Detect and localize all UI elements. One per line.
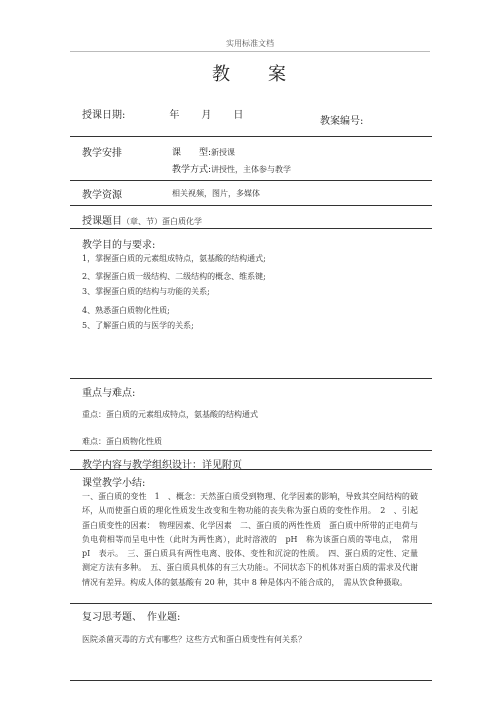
date-year: 年 bbox=[169, 110, 180, 121]
date-day: 日 bbox=[233, 110, 244, 121]
topic-row bbox=[82, 212, 202, 227]
divider-topic bbox=[70, 205, 432, 206]
divider-resources bbox=[70, 180, 432, 181]
divider-bottom bbox=[70, 680, 432, 681]
teaching-method-value: 讲授性，主体参与教学 bbox=[211, 165, 292, 174]
divider-arrangement bbox=[70, 136, 432, 137]
divider-objectives bbox=[70, 228, 432, 229]
page-title bbox=[0, 60, 500, 86]
difficult-point-text: 难点：蛋白质物化性质 bbox=[82, 437, 162, 446]
review-heading: 复习思考题、 作业题: bbox=[82, 612, 181, 623]
objective-item-3: 3、掌握蛋白质的结构与功能的关系; bbox=[82, 287, 210, 296]
teaching-method-label: 教学方式: bbox=[172, 165, 212, 175]
title-char-2: 案 bbox=[268, 64, 288, 85]
topic-chapter: （章、节） bbox=[122, 217, 162, 226]
topic-value: 蛋白质化学 bbox=[162, 217, 202, 226]
divider-summary bbox=[70, 469, 432, 470]
topic-label: 授课题目 bbox=[82, 216, 122, 227]
header-divider bbox=[70, 51, 430, 52]
divider-review bbox=[70, 603, 432, 604]
header-note: 实用标准文档 bbox=[226, 39, 274, 48]
arrangement-label: 教学安排 bbox=[82, 148, 122, 159]
divider-content-design bbox=[70, 450, 432, 451]
date-month: 月 bbox=[201, 110, 212, 121]
summary-heading: 课堂教学小结: bbox=[82, 478, 146, 489]
objective-item-2: 2、掌握蛋白质一级结构、二级结构的概念、维系键; bbox=[82, 272, 266, 281]
resources-value: 相关视频，图片，多媒体 bbox=[172, 189, 260, 198]
teaching-date-label: 授课日期: bbox=[82, 110, 126, 121]
key-point-text: 重点：蛋白质的元素组成特点，氨基酸的结构通式 bbox=[82, 410, 258, 419]
teaching-date-row bbox=[82, 106, 265, 121]
objective-item-1: 1，掌握蛋白质的元素组成特点，氨基酸的结构通式; bbox=[82, 254, 266, 263]
divider-key-points bbox=[70, 378, 432, 379]
key-points-heading: 重点与难点: bbox=[82, 388, 136, 399]
summary-paragraph: 一、蛋白质的变性 1 、概念：天然蛋白质受到物理、化学因素的影响，导致其空间结构的破坏，从而使蛋白质的理化性质发生改变和生物功能的丧失称为蛋白质的变性作用。 2 、引起蛋白质变性的因素： 物理因素、化学因素 二、蛋白质的两性性质 蛋白质中所带的正电荷与负电荷相等而呈电中性（此时为两性离），此时溶液的 pH 称为该蛋白质的等电点， 常用 pI 表示。 三、蛋白质具有两性电离、胶体、变性和沉淀的性质。 四、蛋白质的定性、定量测定方法有多种。 五、蛋白质具机体的有三大功能:。不同状态下的机体对蛋白质的需求及代谢情况有差异。构成人体的氨基酸有 20 种，其中 8 种是体内不能合成的， 需从饮食种摄取。 bbox=[82, 492, 426, 587]
resources-label: 教学资源 bbox=[82, 190, 122, 201]
objective-item-5: 5、了解蛋白质的与医学的关系; bbox=[82, 321, 194, 330]
plan-number-label: 教案编号: bbox=[320, 116, 364, 127]
course-type-value: 新授课 bbox=[211, 148, 236, 157]
objective-item-4: 4、熟悉蛋白质物化性质; bbox=[82, 306, 170, 315]
objectives-heading: 教学目的与要求: bbox=[82, 240, 156, 251]
title-char-1: 教 bbox=[212, 64, 232, 85]
content-design-text: 教学内容与教学组织设计：详见附页 bbox=[82, 460, 242, 471]
review-question: 医院杀菌灭毒的方式有哪些？这些方式和蛋白质变性有何关系？ bbox=[82, 635, 306, 644]
course-type-label: 课 型: bbox=[172, 148, 212, 158]
